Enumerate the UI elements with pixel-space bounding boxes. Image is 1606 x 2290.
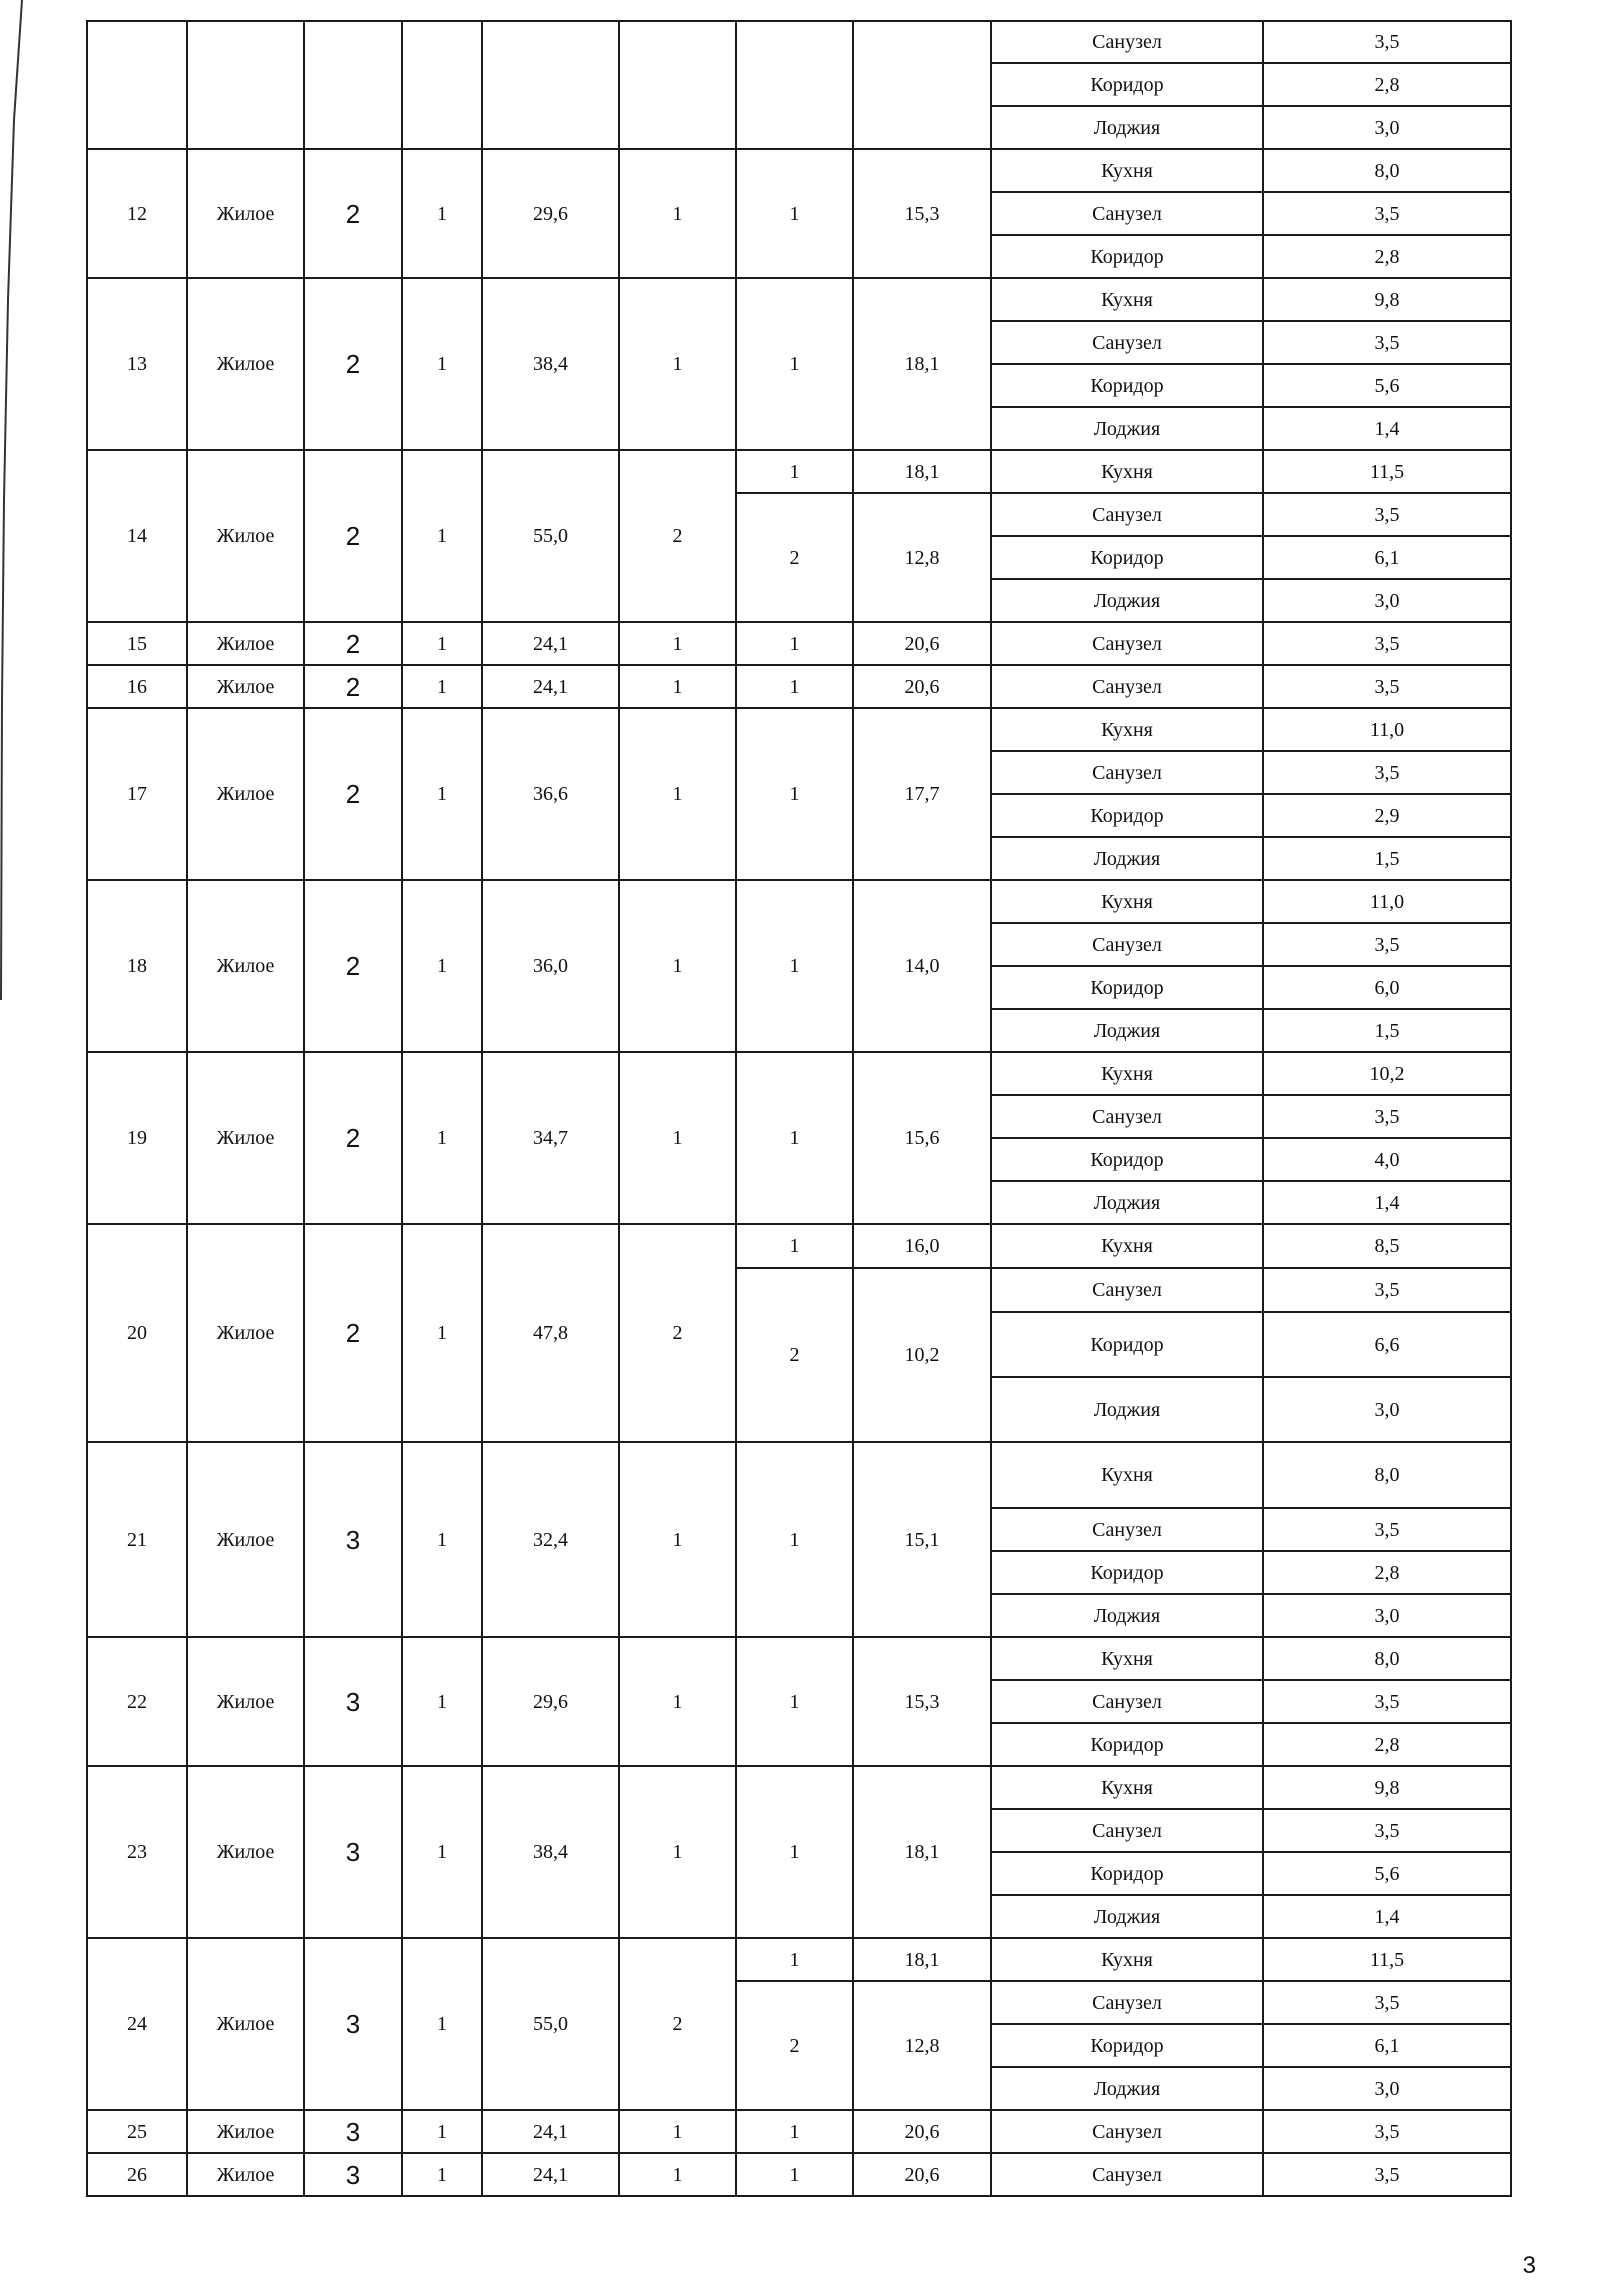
table-row (87, 1052, 1511, 1095)
apt-type: Жилое (187, 149, 304, 278)
room-name: Коридор (991, 235, 1263, 278)
room-name: Санузел (991, 21, 1263, 63)
room-name: Кухня (991, 1938, 1263, 1981)
apt-number: 16 (87, 665, 187, 708)
apt-number: 15 (87, 622, 187, 665)
room-area: 11,5 (1263, 1938, 1511, 1981)
sections: 1 (402, 2153, 482, 2196)
room-area: 1,4 (1263, 1181, 1511, 1224)
rooms-count: 1 (619, 149, 736, 278)
page-number: 3 (1522, 2252, 1536, 2279)
living-room-no: 1 (736, 1442, 853, 1637)
rooms-count: 1 (619, 665, 736, 708)
total-area: 24,1 (482, 665, 619, 708)
room-name: Коридор (991, 2024, 1263, 2067)
room-no-cell (736, 21, 853, 149)
rooms-count: 1 (619, 622, 736, 665)
apt-number: 17 (87, 708, 187, 880)
apt-type: Жилое (187, 2110, 304, 2153)
living-room-area: 20,6 (853, 665, 991, 708)
room-area: 3,5 (1263, 1981, 1511, 2024)
room-area: 3,5 (1263, 1809, 1511, 1852)
room-name: Санузел (991, 493, 1263, 536)
room-name: Кухня (991, 1442, 1263, 1508)
floor-cell (304, 21, 402, 149)
floor: 3 (304, 1637, 402, 1766)
apt-number: 26 (87, 2153, 187, 2196)
sections: 1 (402, 2110, 482, 2153)
apt-type: Жилое (187, 880, 304, 1052)
room-area: 3,5 (1263, 21, 1511, 63)
total-area: 34,7 (482, 1052, 619, 1224)
living-room-area: 20,6 (853, 622, 991, 665)
table-row (87, 708, 1511, 751)
room-area: 1,5 (1263, 1009, 1511, 1052)
floor: 3 (304, 2110, 402, 2153)
apt-number: 20 (87, 1224, 187, 1442)
room-area: 3,5 (1263, 2110, 1511, 2153)
room-area: 3,0 (1263, 1377, 1511, 1442)
room-area: 3,5 (1263, 1508, 1511, 1551)
apt-number: 25 (87, 2110, 187, 2153)
room-area: 2,8 (1263, 1723, 1511, 1766)
room-area: 3,5 (1263, 2153, 1511, 2196)
floor: 3 (304, 1442, 402, 1637)
room-area: 3,5 (1263, 1680, 1511, 1723)
room-area: 10,2 (1263, 1052, 1511, 1095)
living-room-no: 1 (736, 2110, 853, 2153)
floor: 3 (304, 2153, 402, 2196)
table-row (87, 1637, 1511, 1680)
sections: 1 (402, 665, 482, 708)
room-area: 8,5 (1263, 1224, 1511, 1268)
floor: 2 (304, 665, 402, 708)
apt-type-cell (187, 21, 304, 149)
room-name: Кухня (991, 880, 1263, 923)
room-name: Санузел (991, 1680, 1263, 1723)
room-area: 8,0 (1263, 1442, 1511, 1508)
living-room-area: 18,1 (853, 1766, 991, 1938)
living-room-no: 1 (736, 1052, 853, 1224)
living-room-no: 1 (736, 880, 853, 1052)
living-room-no: 1 (736, 1938, 853, 1981)
living-room-area: 20,6 (853, 2110, 991, 2153)
room-name: Кухня (991, 1052, 1263, 1095)
room-area: 9,8 (1263, 278, 1511, 321)
table-row (87, 1224, 1511, 1268)
sections-cell (402, 21, 482, 149)
living-room-area: 15,3 (853, 149, 991, 278)
living-room-no: 1 (736, 278, 853, 450)
room-area: 3,5 (1263, 493, 1511, 536)
sections: 1 (402, 450, 482, 622)
room-name: Кухня (991, 1637, 1263, 1680)
room-name: Лоджия (991, 1895, 1263, 1938)
room-name: Коридор (991, 364, 1263, 407)
living-room-no: 1 (736, 149, 853, 278)
room-area: 11,5 (1263, 450, 1511, 493)
apt-number: 19 (87, 1052, 187, 1224)
apt-number: 21 (87, 1442, 187, 1637)
rooms-count: 1 (619, 1442, 736, 1637)
room-name: Санузел (991, 751, 1263, 794)
room-area: 3,5 (1263, 1095, 1511, 1138)
apt-type: Жилое (187, 1637, 304, 1766)
room-name: Лоджия (991, 2067, 1263, 2110)
room-area: 11,0 (1263, 880, 1511, 923)
living-room-area: 18,1 (853, 278, 991, 450)
room-name: Коридор (991, 1551, 1263, 1594)
floor: 2 (304, 880, 402, 1052)
living-room-area: 18,1 (853, 1938, 991, 1981)
rooms-count: 1 (619, 1052, 736, 1224)
room-area: 3,0 (1263, 1594, 1511, 1637)
table-row (87, 1938, 1511, 1981)
total-area: 29,6 (482, 1637, 619, 1766)
rooms-count: 1 (619, 2110, 736, 2153)
total-area: 36,6 (482, 708, 619, 880)
total-area: 38,4 (482, 1766, 619, 1938)
room-area: 8,0 (1263, 149, 1511, 192)
living-room-no: 1 (736, 1637, 853, 1766)
room-name: Санузел (991, 1268, 1263, 1312)
total-area: 29,6 (482, 149, 619, 278)
apt-type: Жилое (187, 708, 304, 880)
apt-number: 22 (87, 1637, 187, 1766)
floor: 2 (304, 149, 402, 278)
apt-number: 23 (87, 1766, 187, 1938)
living-room-area: 14,0 (853, 880, 991, 1052)
table-row (87, 149, 1511, 192)
sections: 1 (402, 880, 482, 1052)
room-area: 11,0 (1263, 708, 1511, 751)
sections: 1 (402, 1052, 482, 1224)
rooms-count: 2 (619, 450, 736, 622)
living-room-area: 12,8 (853, 493, 991, 622)
living-room-no: 1 (736, 2153, 853, 2196)
living-room-area: 15,1 (853, 1442, 991, 1637)
room-area: 5,6 (1263, 364, 1511, 407)
room-name: Санузел (991, 2153, 1263, 2196)
room-name: Санузел (991, 622, 1263, 665)
room-name: Кухня (991, 708, 1263, 751)
living-room-no: 1 (736, 665, 853, 708)
room-name: Санузел (991, 1981, 1263, 2024)
floor: 2 (304, 1052, 402, 1224)
apt-number: 24 (87, 1938, 187, 2110)
rooms-count: 1 (619, 1766, 736, 1938)
apt-type: Жилое (187, 1766, 304, 1938)
room-name: Санузел (991, 192, 1263, 235)
apt-number-cell (87, 21, 187, 149)
room-name: Коридор (991, 1852, 1263, 1895)
floor: 3 (304, 1766, 402, 1938)
table-row (87, 2110, 1511, 2153)
living-room-area: 15,6 (853, 1052, 991, 1224)
sections: 1 (402, 1224, 482, 1442)
rooms-count: 2 (619, 1938, 736, 2110)
floor: 2 (304, 622, 402, 665)
room-area: 9,8 (1263, 1766, 1511, 1809)
sections: 1 (402, 278, 482, 450)
table-row (87, 21, 1511, 63)
rooms-count-cell (619, 21, 736, 149)
living-room-area: 20,6 (853, 2153, 991, 2196)
living-room-area: 10,2 (853, 1268, 991, 1442)
floor: 3 (304, 1938, 402, 2110)
living-room-no: 1 (736, 622, 853, 665)
room-area: 2,8 (1263, 1551, 1511, 1594)
room-area: 1,4 (1263, 407, 1511, 450)
living-room-area: 16,0 (853, 1224, 991, 1268)
sections: 1 (402, 1637, 482, 1766)
room-name: Кухня (991, 149, 1263, 192)
living-room-area: 18,1 (853, 450, 991, 493)
apt-number: 18 (87, 880, 187, 1052)
apt-type: Жилое (187, 1224, 304, 1442)
living-room-no: 1 (736, 708, 853, 880)
room-name: Кухня (991, 278, 1263, 321)
living-room-no: 1 (736, 1766, 853, 1938)
total-area: 24,1 (482, 622, 619, 665)
table-row (87, 1766, 1511, 1809)
living-room-no: 1 (736, 450, 853, 493)
total-area: 32,4 (482, 1442, 619, 1637)
apartments-table (86, 20, 1512, 2197)
rooms-count: 1 (619, 278, 736, 450)
total-area: 47,8 (482, 1224, 619, 1442)
rooms-count: 2 (619, 1224, 736, 1442)
floor: 2 (304, 708, 402, 880)
room-name: Коридор (991, 794, 1263, 837)
room-area: 3,5 (1263, 321, 1511, 364)
sections: 1 (402, 1938, 482, 2110)
room-name: Кухня (991, 450, 1263, 493)
room-name: Лоджия (991, 579, 1263, 622)
room-name: Санузел (991, 321, 1263, 364)
room-area: 3,5 (1263, 923, 1511, 966)
apt-type: Жилое (187, 2153, 304, 2196)
total-area: 38,4 (482, 278, 619, 450)
room-name: Лоджия (991, 407, 1263, 450)
room-area: 8,0 (1263, 1637, 1511, 1680)
room-area: 6,1 (1263, 2024, 1511, 2067)
living-room-area: 17,7 (853, 708, 991, 880)
table-row (87, 2153, 1511, 2196)
room-area: 6,0 (1263, 966, 1511, 1009)
total-area: 55,0 (482, 1938, 619, 2110)
room-area: 3,0 (1263, 579, 1511, 622)
room-area: 5,6 (1263, 1852, 1511, 1895)
apt-type: Жилое (187, 1938, 304, 2110)
apt-number: 14 (87, 450, 187, 622)
table-row (87, 880, 1511, 923)
room-name: Коридор (991, 1312, 1263, 1377)
room-area: 6,1 (1263, 536, 1511, 579)
living-room-no: 1 (736, 1224, 853, 1268)
room-area: 2,8 (1263, 63, 1511, 106)
apt-type: Жилое (187, 1442, 304, 1637)
total-area-cell (482, 21, 619, 149)
room-name: Кухня (991, 1224, 1263, 1268)
floor: 2 (304, 278, 402, 450)
apt-type: Жилое (187, 665, 304, 708)
apt-type: Жилое (187, 450, 304, 622)
table-row (87, 278, 1511, 321)
room-name: Санузел (991, 665, 1263, 708)
room-name: Кухня (991, 1766, 1263, 1809)
room-area: 3,5 (1263, 751, 1511, 794)
total-area: 24,1 (482, 2110, 619, 2153)
rooms-count: 1 (619, 1637, 736, 1766)
table-row (87, 1442, 1511, 1508)
apt-number: 12 (87, 149, 187, 278)
room-area: 2,9 (1263, 794, 1511, 837)
room-name: Коридор (991, 966, 1263, 1009)
table-row (87, 622, 1511, 665)
room-name: Санузел (991, 1809, 1263, 1852)
room-name: Коридор (991, 1138, 1263, 1181)
apt-number: 13 (87, 278, 187, 450)
table-row (87, 450, 1511, 493)
living-room-no: 2 (736, 1268, 853, 1442)
sections: 1 (402, 149, 482, 278)
rooms-count: 1 (619, 708, 736, 880)
room-name: Санузел (991, 1095, 1263, 1138)
living-room-no: 2 (736, 493, 853, 622)
room-name: Коридор (991, 63, 1263, 106)
sections: 1 (402, 708, 482, 880)
living-room-no: 2 (736, 1981, 853, 2110)
sections: 1 (402, 1442, 482, 1637)
rooms-count: 1 (619, 2153, 736, 2196)
room-area: 3,5 (1263, 622, 1511, 665)
room-name: Лоджия (991, 837, 1263, 880)
room-area: 4,0 (1263, 1138, 1511, 1181)
sections: 1 (402, 1766, 482, 1938)
room-name: Лоджия (991, 1594, 1263, 1637)
apt-type: Жилое (187, 1052, 304, 1224)
living-room-area: 12,8 (853, 1981, 991, 2110)
room-area: 2,8 (1263, 235, 1511, 278)
room-name: Лоджия (991, 1181, 1263, 1224)
total-area: 36,0 (482, 880, 619, 1052)
room-name: Лоджия (991, 1377, 1263, 1442)
table-row (87, 665, 1511, 708)
room-area: 3,5 (1263, 192, 1511, 235)
room-area-cell (853, 21, 991, 149)
room-name: Санузел (991, 2110, 1263, 2153)
room-name: Санузел (991, 1508, 1263, 1551)
room-area: 3,0 (1263, 2067, 1511, 2110)
room-name: Коридор (991, 1723, 1263, 1766)
room-area: 1,4 (1263, 1895, 1511, 1938)
total-area: 55,0 (482, 450, 619, 622)
room-area: 3,5 (1263, 665, 1511, 708)
room-name: Лоджия (991, 1009, 1263, 1052)
apt-type: Жилое (187, 622, 304, 665)
scan-edge-mark (0, 0, 30, 1000)
room-area: 1,5 (1263, 837, 1511, 880)
room-area: 6,6 (1263, 1312, 1511, 1377)
room-name: Коридор (991, 536, 1263, 579)
apt-type: Жилое (187, 278, 304, 450)
living-room-area: 15,3 (853, 1637, 991, 1766)
room-name: Лоджия (991, 106, 1263, 149)
floor: 2 (304, 1224, 402, 1442)
room-area: 3,5 (1263, 1268, 1511, 1312)
floor: 2 (304, 450, 402, 622)
sections: 1 (402, 622, 482, 665)
rooms-count: 1 (619, 880, 736, 1052)
total-area: 24,1 (482, 2153, 619, 2196)
room-name: Санузел (991, 923, 1263, 966)
room-area: 3,0 (1263, 106, 1511, 149)
